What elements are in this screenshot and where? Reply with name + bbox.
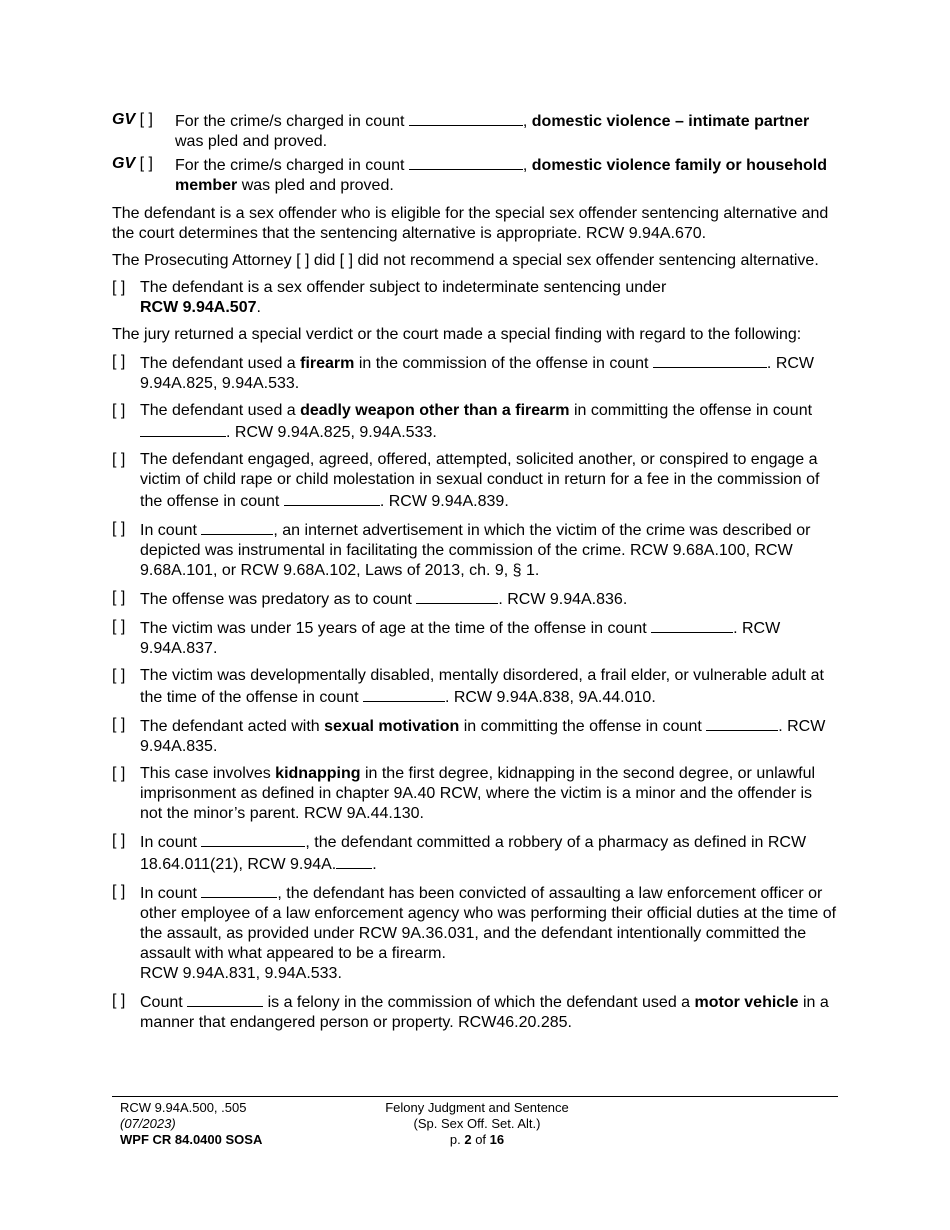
prosecutor-recommendation: The Prosecuting Attorney [ ] did [ ] did not recommend a special sex offender sentencing alternative. — [112, 252, 819, 269]
gv-intimate-partner: GV [ ] For the crime/s charged in count , domestic violence – intimate partner was pled and proved. — [112, 111, 810, 150]
document-body — [112, 110, 838, 1040]
jury-verdict-paragraph: The jury returned a special verdict or the court made a special finding with regard to the following: — [112, 326, 802, 343]
count-blank[interactable] — [201, 519, 273, 535]
gv-tag: GV — [112, 155, 136, 172]
sosa-eligible-paragraph: The defendant is a sex offender who is eligible for the special sex offender sentencing alternative and the court determines that the sentencing alternative is appropriate. RCW 9.94A.670. — [112, 205, 829, 242]
checkbox[interactable]: [ ] — [112, 832, 126, 849]
rcw-blank[interactable] — [336, 853, 372, 869]
finding-predatory: [ ] The offense was predatory as to count . RCW 9.94A.836. — [112, 589, 628, 608]
checkbox[interactable]: [ ] — [112, 402, 126, 419]
count-blank[interactable] — [284, 490, 380, 506]
footer-date: (07/2023) — [120, 1116, 176, 1131]
checkbox[interactable]: [ ] — [112, 451, 126, 468]
count-blank[interactable] — [409, 110, 523, 126]
footer-title-line1: Felony Judgment and Sentence — [385, 1100, 569, 1115]
footer-form-info — [120, 1100, 262, 1148]
gv-tag: GV — [112, 111, 136, 128]
checkbox[interactable]: [ ] — [139, 111, 153, 128]
finding-child-sex-fee: [ ] The defendant engaged, agreed, offered, attempted, solicited another, or conspired to engage a victim of child rape or child molestation in sexual conduct in return for a fee in the commission of the offense in count . RCW 9.94A.839. — [112, 451, 820, 510]
count-blank[interactable] — [416, 588, 498, 604]
finding-pharmacy-robbery: [ ] In count , the defendant committed a robbery of a pharmacy as defined in RCW 18.64.011(21), RCW 9.94A. . — [112, 832, 807, 873]
finding-internet-advertisement: [ ] In count , an internet advertisement in which the victim of the crime was described or depicted was instrumental in facilitating the commission of the crime. RCW 9.68A.100, RCW 9.68A.101, or RCW 9.68A.102, Laws of 2013, ch. 9, § 1. — [112, 520, 811, 579]
count-blank[interactable] — [409, 154, 523, 170]
page-number: p. 2 of 16 — [449, 1132, 505, 1147]
finding-law-enforcement-assault: [ ] In count , the defendant has been convicted of assaulting a law enforcement officer or other employee of a law enforcement agency who was performing their official duties at the time of the assault, as provided under RCW 9A.36.031, and the defendant intentionally committed the assault with what appeared to be a firearm. RCW 9.94A.831, 9.94A.533. — [112, 883, 837, 982]
finding-victim-under-15: [ ] The victim was under 15 years of age at the time of the offense in count . RCW 9.94A.837. — [112, 618, 781, 657]
footer-title — [377, 1100, 577, 1148]
count-blank[interactable] — [201, 882, 277, 898]
footer-rcw: RCW 9.94A.500, .505 — [120, 1100, 247, 1115]
checkbox[interactable]: [ ] — [112, 992, 126, 1009]
finding-sexual-motivation: [ ] The defendant acted with sexual motivation in committing the offense in count . RCW 9.94A.835. — [112, 716, 826, 755]
checkbox[interactable]: [ ] — [112, 667, 126, 684]
count-blank[interactable] — [653, 352, 767, 368]
count-blank[interactable] — [363, 686, 445, 702]
count-blank[interactable] — [187, 991, 263, 1007]
page-footer — [112, 1096, 838, 1147]
checkbox[interactable]: [ ] — [139, 155, 153, 172]
checkbox[interactable]: [ ] — [112, 589, 126, 606]
checkbox[interactable]: [ ] — [112, 618, 126, 635]
count-blank[interactable] — [140, 421, 226, 437]
checkbox[interactable]: [ ] — [112, 353, 126, 370]
finding-motor-vehicle: [ ] Count is a felony in the commission of which the defendant used a motor vehicle in a manner that endangered person or property. RCW46.20.285. — [112, 992, 829, 1031]
checkbox[interactable]: [ ] — [112, 716, 126, 733]
finding-vulnerable-victim: [ ] The victim was developmentally disabled, mentally disordered, a frail elder, or vulnerable adult at the time of the offense in count . RCW 9.94A.838, 9A.44.010. — [112, 667, 824, 706]
count-blank[interactable] — [201, 831, 305, 847]
checkbox[interactable]: [ ] — [112, 279, 126, 296]
indeterminate-sentencing: [ ] The defendant is a sex offender subject to indeterminate sentencing under RCW 9.94A.507. — [112, 279, 667, 316]
finding-firearm: [ ] The defendant used a firearm in the commission of the offense in count . RCW 9.94A.825, 9.94A.533. — [112, 353, 815, 392]
checkbox[interactable]: [ ] — [112, 883, 126, 900]
footer-title-line2: (Sp. Sex Off. Set. Alt.) — [413, 1116, 541, 1131]
finding-deadly-weapon: [ ] The defendant used a deadly weapon other than a firearm in committing the offense in count . RCW 9.94A.825, 9.94A.533. — [112, 402, 813, 441]
footer-form-number: WPF CR 84.0400 SOSA — [120, 1132, 263, 1147]
gv-household-member: GV [ ] For the crime/s charged in count , domestic violence family or household member was pled and proved. — [112, 155, 827, 194]
count-blank[interactable] — [706, 715, 778, 731]
count-blank[interactable] — [651, 617, 733, 633]
checkbox[interactable]: [ ] — [112, 520, 126, 537]
checkbox[interactable]: [ ] — [112, 765, 126, 782]
finding-kidnapping: [ ] This case involves kidnapping in the first degree, kidnapping in the second degree, or unlawful imprisonment as defined in chapter 9A.40 RCW, where the victim is a minor and the offender is not the minor’s parent. RCW 9A.44.130. — [112, 765, 816, 822]
